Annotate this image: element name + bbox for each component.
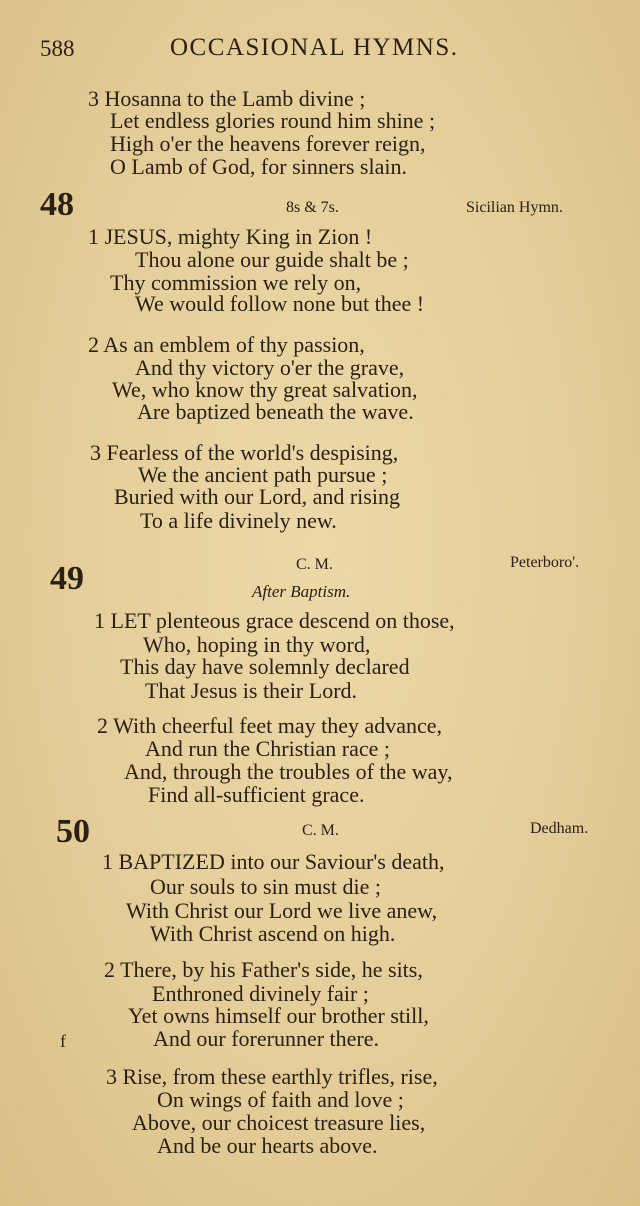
- verse-line: To a life divinely new.: [140, 508, 337, 533]
- verse-line: Thou alone our guide shalt be ;: [135, 247, 409, 272]
- verse-line: Are baptized beneath the wave.: [137, 399, 414, 424]
- verse-line: Thy commission we rely on,: [110, 270, 362, 295]
- verse-line: 1 LET plenteous grace descend on those,: [94, 608, 455, 633]
- hymn-meter: C. M.: [296, 556, 333, 573]
- verse-line: We, who know thy great salvation,: [112, 377, 418, 402]
- page-number: 588: [40, 36, 75, 61]
- hymn-occasion: After Baptism.: [252, 582, 351, 601]
- verse-line: Above, our choicest treasure lies,: [132, 1110, 426, 1135]
- hymn-number: 49: [50, 560, 84, 597]
- verse-line: We the ancient path pursue ;: [138, 462, 388, 487]
- verse-line: This day have solemnly declared: [120, 654, 410, 679]
- verse-line: And, through the troubles of the way,: [124, 759, 453, 784]
- tune-name: Peterboro'.: [510, 554, 580, 571]
- verse-line: 2 There, by his Father's side, he sits,: [104, 957, 423, 982]
- verse-line: We would follow none but thee !: [135, 291, 425, 316]
- verse-line: 3 Fearless of the world's despising,: [90, 440, 399, 465]
- hymn-meter: C. M.: [302, 822, 339, 839]
- verse-line: On wings of faith and love ;: [157, 1087, 404, 1112]
- running-head: OCCASIONAL HYMNS.: [170, 34, 459, 61]
- tune-name: Sicilian Hymn.: [466, 199, 563, 216]
- verse-line: Enthroned divinely fair ;: [152, 981, 369, 1006]
- verse-line: 3 Rise, from these earthly trifles, rise,: [106, 1064, 438, 1089]
- verse-line: High o'er the heavens forever reign,: [110, 131, 426, 156]
- verse-line: O Lamb of God, for sinners slain.: [110, 154, 407, 179]
- verse-line: Yet owns himself our brother still,: [128, 1003, 429, 1028]
- verse-line: Let endless glories round him shine ;: [110, 108, 436, 133]
- verse-line: And be our hearts above.: [157, 1133, 378, 1158]
- verse-line: 3 Hosanna to the Lamb divine ;: [88, 86, 366, 111]
- verse-line: And run the Christian race ;: [145, 736, 390, 761]
- verse-line: That Jesus is their Lord.: [145, 678, 358, 703]
- verse-line: Who, hoping in thy word,: [143, 632, 371, 657]
- verse-line: Buried with our Lord, and rising: [114, 484, 400, 509]
- verse-line: Our souls to sin must die ;: [150, 874, 382, 899]
- tune-name: Dedham.: [530, 820, 589, 837]
- margin-mark: f: [60, 1031, 66, 1051]
- verse-line: 2 With cheerful feet may they advance,: [97, 713, 443, 738]
- hymn-meter: 8s & 7s.: [286, 199, 339, 216]
- hymn-number: 50: [56, 813, 90, 850]
- verse-line: And thy victory o'er the grave,: [135, 355, 405, 380]
- verse-line: And our forerunner there.: [153, 1026, 380, 1051]
- verse-line: Find all-sufficient grace.: [148, 782, 365, 807]
- verse-line: 1 BAPTIZED into our Saviour's death,: [102, 849, 445, 874]
- verse-line: 2 As an emblem of thy passion,: [88, 332, 365, 357]
- hymn-number: 48: [40, 186, 74, 223]
- verse-line: With Christ ascend on high.: [150, 921, 396, 946]
- verse-line: 1 JESUS, mighty King in Zion !: [88, 224, 373, 249]
- verse-line: With Christ our Lord we live anew,: [126, 898, 438, 923]
